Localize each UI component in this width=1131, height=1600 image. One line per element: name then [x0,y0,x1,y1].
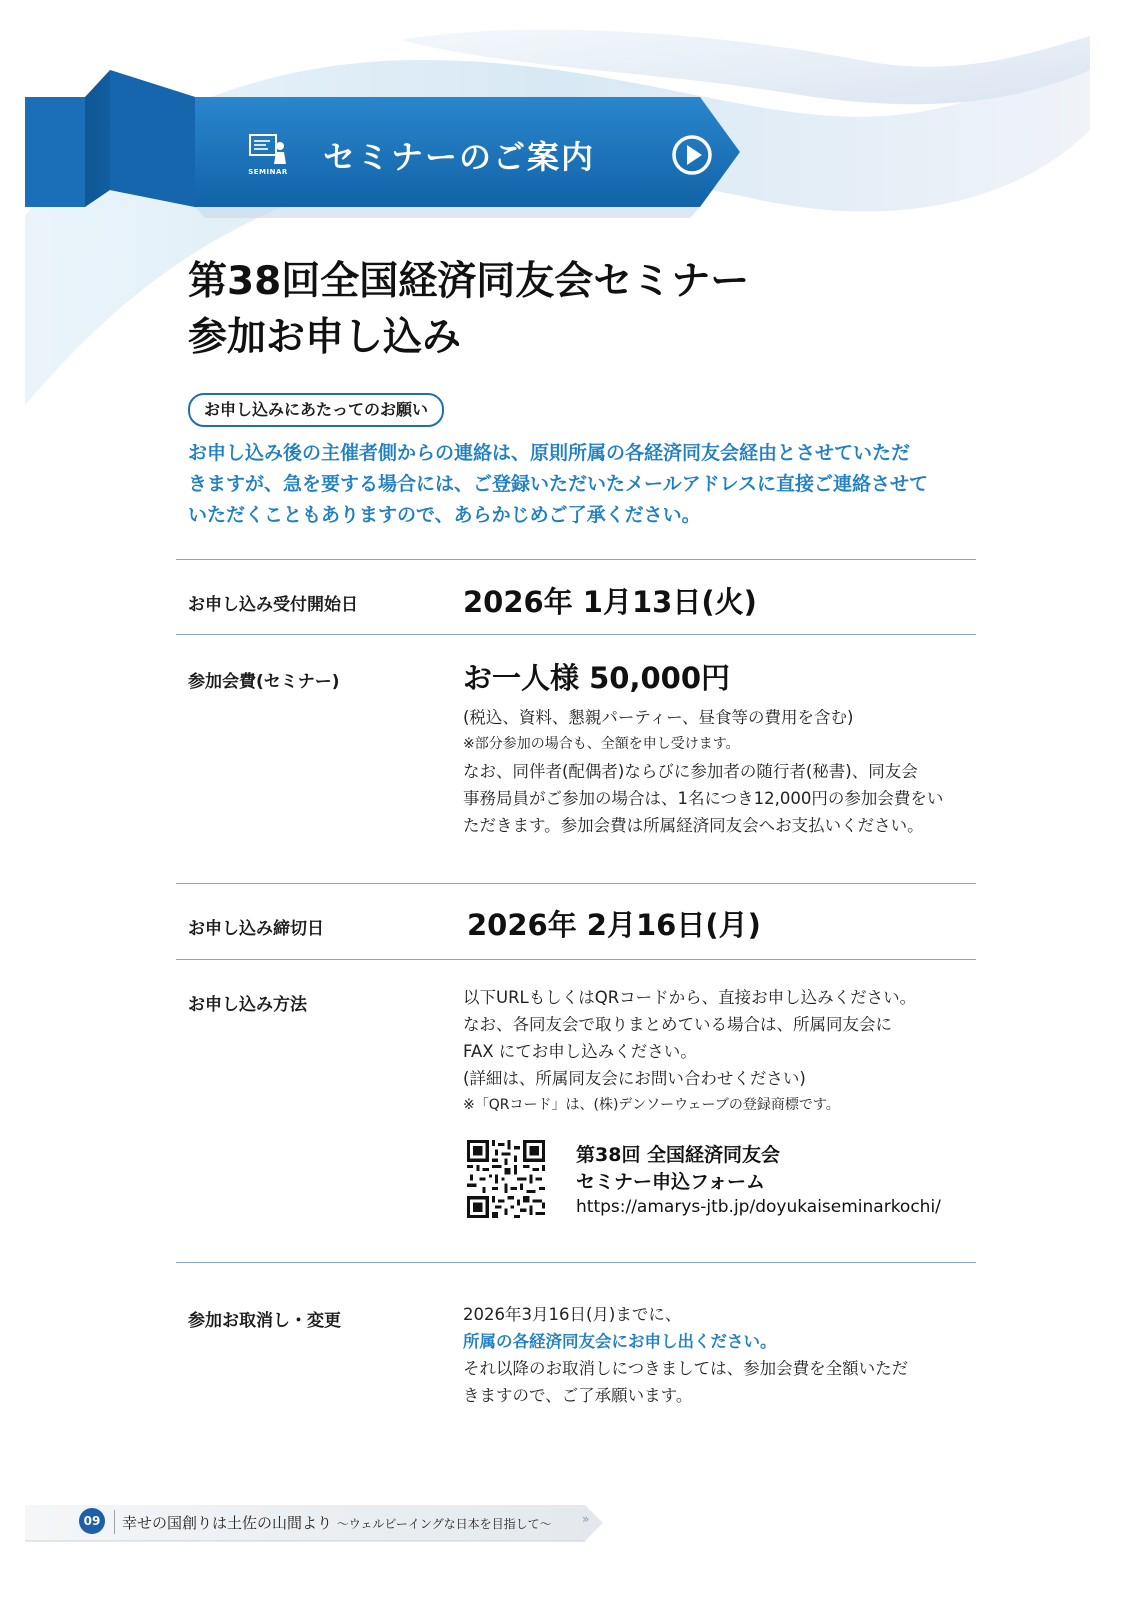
fee-label: 参加会費(セミナー) [188,672,340,692]
cancel-line-1: 2026年3月16日(月)までに、 [463,1305,682,1324]
page-title-line-1: 第38回全国経済同友会セミナー [188,259,750,304]
start-date-label: お申し込み受付開始日 [188,595,358,615]
deadline-label: お申し込み締切日 [188,919,324,939]
play-icon[interactable] [670,133,714,177]
method-line-4: (詳細は、所属同友会にお問い合わせください) [463,1069,806,1088]
divider [176,634,976,635]
header-banner [0,0,1131,260]
notice-line-2: きますが、急を要する場合には、ご登録いただいたメールアドレスに直接ご連絡させて [188,473,929,495]
footer-text [122,1512,552,1533]
page-number-badge: 09 [79,1508,105,1534]
fee-line-2: ※部分参加の場合も、全額を申し受けます。 [463,736,740,752]
method-line-3: FAX にてお申し込みください。 [463,1042,697,1061]
deadline-value: 2026年 2月16日(月) [467,908,761,942]
fee-line-1: (税込、資料、懇親パーティー、昼食等の費用を含む) [463,708,854,727]
form-title [576,1142,780,1196]
form-url-link[interactable]: https://amarys-jtb.jp/doyukaiseminarkochi/ [576,1197,941,1217]
notice-text [188,438,978,531]
method-line-2: なお、各同友会で取りまとめている場合は、所属同友会に [463,1015,892,1034]
notice-line-1: お申し込み後の主催者側からの連絡は、原則所属の各経済同友会経由とさせていただ [188,442,911,464]
method-details [463,984,916,1119]
start-date-value: 2026年 1月13日(火) [463,585,757,619]
fee-details [463,704,943,839]
page-title-line-2: 参加お申し込み [188,315,462,360]
cancel-line-2: 所属の各経済同友会にお申し出ください。 [463,1332,777,1351]
form-title-line-1: 第38回 全国経済同友会 [576,1144,781,1166]
method-label: お申し込み方法 [188,995,307,1015]
footer-text-main: 幸せの国創りは土佐の山間より [122,1514,333,1532]
cancel-line-3: それ以降のお取消しにつきましては、参加会費を全額いただ [463,1359,909,1378]
divider [176,959,976,960]
fee-line-4: 事務局員がご参加の場合は、1名につき12,000円の参加会費をい [463,789,944,808]
page-title [188,254,749,366]
footer-text-sub: 〜ウェルビーイングな日本を目指して〜 [336,1517,552,1531]
notice-line-3: いただくこともありますので、あらかじめご了承ください。 [188,504,701,526]
divider [176,559,976,560]
fee-line-5: ただきます。参加会費は所属経済同友会へお支払いください。 [463,816,924,835]
footer-separator [114,1510,115,1534]
cancel-details [463,1301,908,1409]
divider [176,883,976,884]
fee-line-3: なお、同伴者(配偶者)ならびに参加者の随行者(秘書)、同友会 [463,762,918,781]
divider [176,1262,976,1263]
fee-value: お一人様 50,000円 [463,661,731,695]
method-note: ※「QRコード」は、(株)デンソーウェーブの登録商標です。 [463,1097,840,1113]
cancel-line-4: きますので、ご了承願います。 [463,1386,693,1405]
banner-title: セミナーのご案内 [323,138,596,176]
double-chevron-icon: » [582,1512,590,1526]
cancel-label: 参加お取消し・変更 [188,1311,341,1331]
method-line-1: 以下URLもしくはQRコードから、直接お申し込みください。 [463,988,917,1007]
form-title-line-2: セミナー申込フォーム [576,1171,766,1193]
notice-heading: お申し込みにあたってのお願い [188,393,444,427]
qr-code[interactable] [467,1140,545,1218]
seminar-icon-label: SEMINAR [248,168,288,176]
